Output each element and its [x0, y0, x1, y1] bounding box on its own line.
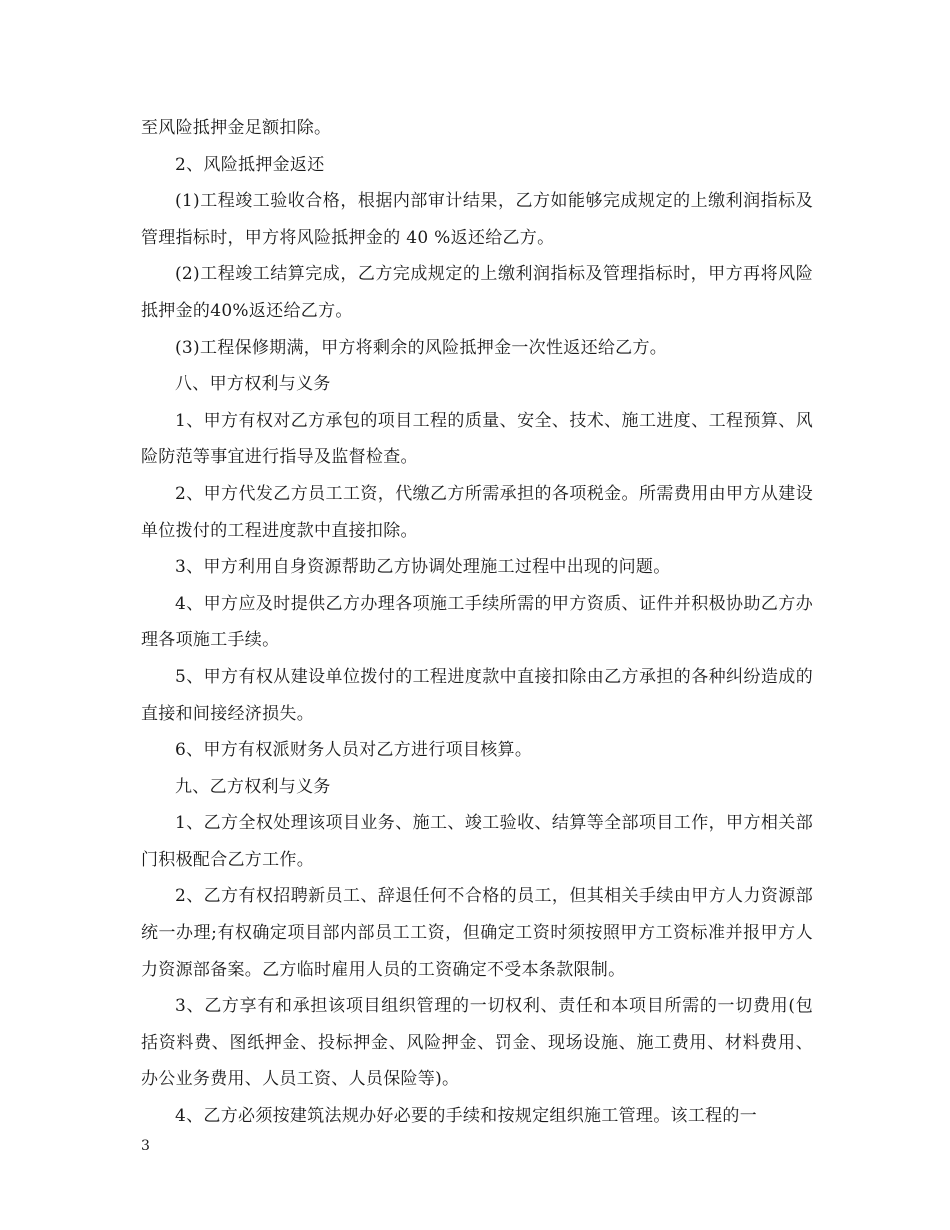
paragraph: (2)工程竣工结算完成，乙方完成规定的上缴利润指标及管理指标时，甲方再将风险抵押金的40%返还给乙方。	[141, 264, 813, 321]
paragraph: 2、乙方有权招聘新员工、辞退任何不合格的员工，但其相关手续由甲方人力资源部统一办理;有权确定项目部内部员工工资，但确定工资时须按照甲方工资标准并报甲方人力资源部备案。乙方临时雇用人员的工资确定不受本条款限制。	[141, 886, 813, 980]
paragraph: 4、乙方必须按建筑法规办好必要的手续和按规定组织施工管理。该工程的一	[175, 1106, 758, 1127]
paragraph: 九、乙方权利与义务	[175, 776, 331, 797]
paragraph: 2、风险抵押金返还	[175, 154, 325, 175]
page-number: 3	[141, 1138, 150, 1154]
paragraph: 2、甲方代发乙方员工工资，代缴乙方所需承担的各项税金。所需费用由甲方从建设单位拨付的工程进度款中直接扣除。	[141, 483, 813, 541]
document-body	[141, 110, 813, 1135]
paragraph: 八、甲方权利与义务	[175, 374, 331, 395]
paragraph: 1、甲方有权对乙方承包的项目工程的质量、安全、技术、施工进度、工程预算、风险防范等事宜进行指导及监督检查。	[141, 410, 813, 468]
paragraph: 5、甲方有权从建设单位拨付的工程进度款中直接扣除由乙方承担的各种纠纷造成的直接和间接经济损失。	[141, 666, 813, 724]
paragraph: 至风险抵押金足额扣除。	[141, 118, 332, 138]
paragraph: 3、乙方享有和承担该项目组织管理的一切权利、责任和本项目所需的一切费用(包括资料费、图纸押金、投标押金、风险押金、罚金、现场设施、施工费用、材料费用、办公业务费用、人员工资、人员保险等)。	[141, 996, 813, 1090]
paragraph: 4、甲方应及时提供乙方办理各项施工手续所需的甲方资质、证件并积极协助乙方办理各项施工手续。	[141, 593, 813, 651]
paragraph: 3、甲方利用自身资源帮助乙方协调处理施工过程中出现的问题。	[175, 557, 671, 578]
paragraph: 1、乙方全权处理该项目业务、施工、竣工验收、结算等全部项目工作，甲方相关部门积极配合乙方工作。	[141, 813, 813, 870]
paragraph: 6、甲方有权派财务人员对乙方进行项目核算。	[175, 740, 533, 761]
paragraph: (3)工程保修期满，甲方将剩余的风险抵押金一次性返还给乙方。	[175, 337, 668, 358]
paragraph: (1)工程竣工验收合格，根据内部审计结果，乙方如能够完成规定的上缴利润指标及管理指标时，甲方将风险抵押金的 40 %返还给乙方。	[141, 191, 813, 248]
